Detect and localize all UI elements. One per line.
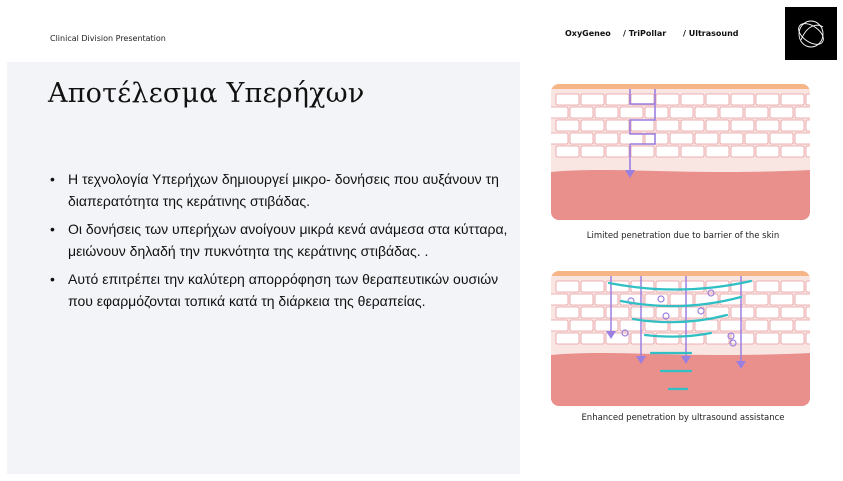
skin-cell [631, 146, 654, 157]
skin-cell [781, 94, 804, 105]
skin-cell [656, 94, 679, 105]
skin-cell [556, 281, 579, 292]
skin-cell [606, 307, 629, 318]
skin-cell [656, 146, 679, 157]
skin-cell [695, 320, 718, 331]
skin-cell [745, 294, 768, 305]
skin-cell [756, 333, 779, 344]
skin-cell [631, 307, 654, 318]
skin-cell [581, 281, 604, 292]
skin-cell [731, 146, 754, 157]
skin-cell [795, 320, 810, 331]
skin-cell [620, 107, 643, 118]
skin-cell [795, 107, 810, 118]
skin-cell [756, 146, 779, 157]
skin-cell [720, 133, 743, 144]
skin-cell [770, 320, 793, 331]
bottom-figure-caption: Enhanced penetration by ultrasound assistance [581, 413, 785, 423]
brand-list [565, 29, 739, 38]
skin-cell [581, 146, 604, 157]
skin-cell [706, 146, 729, 157]
skin-cell [806, 146, 810, 157]
skin-cell [720, 320, 743, 331]
skin-cell [581, 120, 604, 131]
skin-cell [770, 294, 793, 305]
skin-cell [756, 281, 779, 292]
skin-cell [756, 120, 779, 131]
skin-cell [695, 107, 718, 118]
skin-cell [556, 94, 579, 105]
skin-cell [570, 133, 593, 144]
skin-cell [656, 120, 679, 131]
skin-cell [731, 333, 754, 344]
brand-tripollar: / TriPollar [623, 29, 667, 38]
presentation-label: Clinical Division Presentation [50, 34, 166, 43]
skin-cell [570, 294, 593, 305]
skin-cell [595, 320, 618, 331]
skin-cell [606, 146, 629, 157]
skin-cell [581, 333, 604, 344]
skin-cell [556, 333, 579, 344]
skin-cell [656, 333, 679, 344]
skin-cell [731, 120, 754, 131]
skin-cell [595, 107, 618, 118]
slide-title: Αποτέλεσμα Υπερήχων [48, 78, 365, 109]
skin-cell [731, 94, 754, 105]
skin-cell [695, 133, 718, 144]
enhanced-penetration-diagram [551, 271, 810, 406]
skin-cell [731, 307, 754, 318]
skin-cell [795, 294, 810, 305]
skin-cell [606, 94, 629, 105]
skin-cell [720, 107, 743, 118]
skin-cell [670, 133, 693, 144]
skin-cell [551, 107, 568, 118]
bullet-item: • Αυτό επιτρέπει την καλύτερη απορρόφηση των θεραπευτικών ουσιών που εφαρμόζονται τοπικά κατά τη διάρκεια της θεραπείας. [48, 268, 508, 312]
bullet-list [48, 168, 508, 318]
skin-cell [781, 281, 804, 292]
skin-cell [656, 307, 679, 318]
skin-cell [756, 307, 779, 318]
top-figure-caption: Limited penetration due to barrier of the skin [586, 231, 780, 241]
skin-cell [806, 94, 810, 105]
skin-cell [806, 333, 810, 344]
skin-cell [681, 120, 704, 131]
skin-cell [670, 107, 693, 118]
skin-cell [770, 133, 793, 144]
skin-cell [781, 146, 804, 157]
skin-cell [806, 281, 810, 292]
skin-cell [806, 120, 810, 131]
skin-cell [595, 294, 618, 305]
skin-cell [556, 120, 579, 131]
skin-cell [681, 307, 704, 318]
bullet-item: • Οι δονήσεις των υπερήχων ανοίγουν μικρά κενά ανάμεσα στα κύτταρα, μειώνουν δηλαδή την πυκνότητα της κεράτινης στιβάδας. . [48, 218, 508, 262]
skin-cell [551, 320, 568, 331]
skin-cell [620, 320, 643, 331]
skin-cell [606, 120, 629, 131]
skin-cell [670, 294, 693, 305]
skin-cell [781, 307, 804, 318]
skin-cell [595, 133, 618, 144]
skin-cell [745, 107, 768, 118]
skin-cell [570, 320, 593, 331]
brand-ultrasound: / Ultrasound [683, 29, 739, 38]
skin-cell [551, 294, 568, 305]
skin-cell [745, 320, 768, 331]
skin-cell [756, 94, 779, 105]
skin-cell [781, 120, 804, 131]
skin-cell [806, 307, 810, 318]
skin-cell [556, 146, 579, 157]
bullet-item: • Η τεχνολογία Υπερήχων δημιουργεί μικρο- δονήσεις που αυξάνουν τη διαπερατότητα της κεράτινης στιβάδας. [48, 168, 508, 212]
skin-cell [581, 307, 604, 318]
limited-penetration-diagram [551, 84, 810, 220]
skin-cell [745, 133, 768, 144]
skin-cell [551, 133, 568, 144]
skin-cell [770, 107, 793, 118]
skin-cell [556, 307, 579, 318]
skin-cell [706, 94, 729, 105]
skin-cell [570, 107, 593, 118]
skin-cell [681, 146, 704, 157]
brand-oxygeneo: OxyGeneo [565, 29, 611, 38]
company-logo [785, 7, 837, 60]
skin-cell [706, 120, 729, 131]
skin-cell [581, 94, 604, 105]
skin-cell [645, 107, 668, 118]
skin-cell [681, 94, 704, 105]
skin-cell [706, 333, 729, 344]
skin-cell [781, 333, 804, 344]
skin-cell [631, 120, 654, 131]
skin-cell [795, 133, 810, 144]
